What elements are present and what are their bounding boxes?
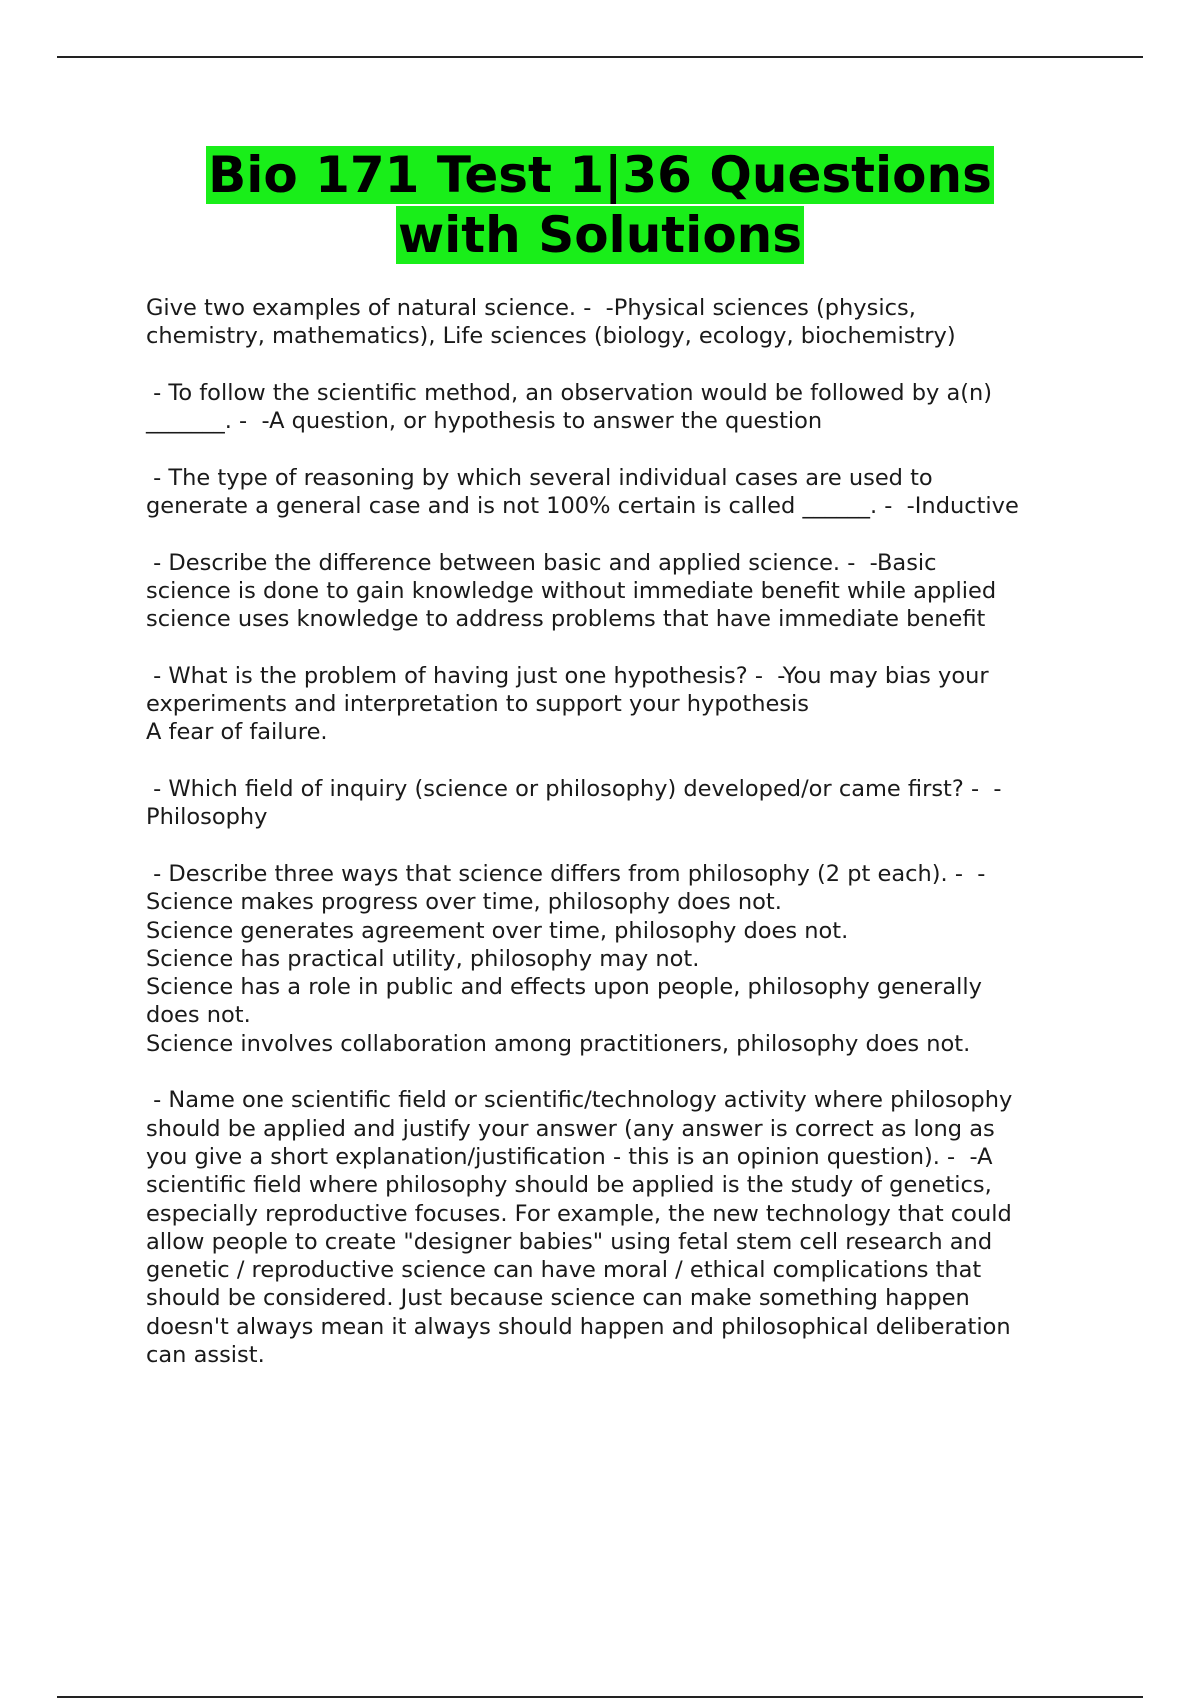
- entry-text-line: especially reproductive focuses. For example, the new technology that could: [146, 1200, 1012, 1227]
- entry-text-line: Give two examples of natural science. - -Physical sciences (physics,: [146, 295, 916, 321]
- entry-text-line: - Name one scientific field or scientific/technology activity where philosophy: [146, 1087, 1013, 1114]
- entry-text-line: - The type of reasoning by which several individual cases are used to: [146, 464, 933, 491]
- entry-text-line: generate a general case and is not 100% certain is called ______. - -Inductive: [146, 493, 1019, 520]
- entry-text-line: can assist.: [146, 1341, 265, 1368]
- question-answer-entry: [146, 775, 1096, 832]
- entry-text-line: A fear of failure.: [146, 719, 328, 746]
- entry-text-line: Science has a role in public and effects upon people, philosophy generally: [146, 974, 982, 1001]
- bottom-rule: [57, 1696, 1143, 1698]
- document-title: [0, 146, 1200, 266]
- entry-text-line: Science makes progress over time, philosophy does not.: [146, 889, 782, 916]
- question-answer-entry: [146, 1086, 1096, 1369]
- entry-text-line: Philosophy: [146, 804, 268, 831]
- entry-text-line: - Describe three ways that science differs from philosophy (2 pt each). - -: [146, 860, 986, 887]
- entry-text-line: doesn't always mean it always should happen and philosophical deliberation: [146, 1313, 1011, 1340]
- question-answer-entry: [146, 464, 1096, 521]
- question-answer-entry: [146, 294, 1096, 351]
- entry-text-line: genetic / reproductive science can have moral / ethical complications that: [146, 1257, 982, 1284]
- question-answer-entry: [146, 379, 1096, 436]
- question-answer-entry: [146, 549, 1096, 634]
- entry-text-line: chemistry, mathematics), Life sciences (biology, ecology, biochemistry): [146, 323, 956, 350]
- entry-text-line: Science has practical utility, philosophy may not.: [146, 945, 700, 972]
- entry-text-line: experiments and interpretation to support your hypothesis: [146, 691, 810, 718]
- entry-text-line: does not.: [146, 1002, 251, 1029]
- entry-text-line: scientific field where philosophy should be applied is the study of genetics,: [146, 1172, 992, 1199]
- title-line-2: with Solutions: [397, 206, 803, 264]
- question-answer-entry: [146, 662, 1096, 747]
- entry-text-line: allow people to create "designer babies" using fetal stem cell research and: [146, 1228, 993, 1255]
- entry-text-line: _______. - -A question, or hypothesis to answer the question: [146, 408, 823, 435]
- entry-text-line: Science generates agreement over time, philosophy does not.: [146, 917, 849, 944]
- entry-text-line: - Describe the difference between basic and applied science. - -Basic: [146, 549, 937, 576]
- entry-text-line: Science involves collaboration among practitioners, philosophy does not.: [146, 1030, 971, 1057]
- entry-text-line: science is done to gain knowledge without immediate benefit while applied: [146, 577, 997, 604]
- entry-text-line: should be applied and justify your answer (any answer is correct as long as: [146, 1115, 995, 1142]
- entry-text-line: - What is the problem of having just one hypothesis? - -You may bias your: [146, 662, 989, 689]
- title-line-1: Bio 171 Test 1|36 Questions: [208, 146, 992, 204]
- entry-text-line: should be considered. Just because science can make something happen: [146, 1285, 970, 1312]
- entry-text-line: you give a short explanation/justification - this is an opinion question). - -A: [146, 1143, 993, 1170]
- question-list: [146, 294, 1096, 1398]
- question-answer-entry: [146, 860, 1096, 1058]
- top-rule: [57, 56, 1143, 58]
- entry-text-line: science uses knowledge to address problems that have immediate benefit: [146, 606, 986, 633]
- entry-text-line: - Which field of inquiry (science or philosophy) developed/or came first? - -: [146, 776, 1002, 803]
- entry-text-line: - To follow the scientific method, an observation would be followed by a(n): [146, 379, 993, 406]
